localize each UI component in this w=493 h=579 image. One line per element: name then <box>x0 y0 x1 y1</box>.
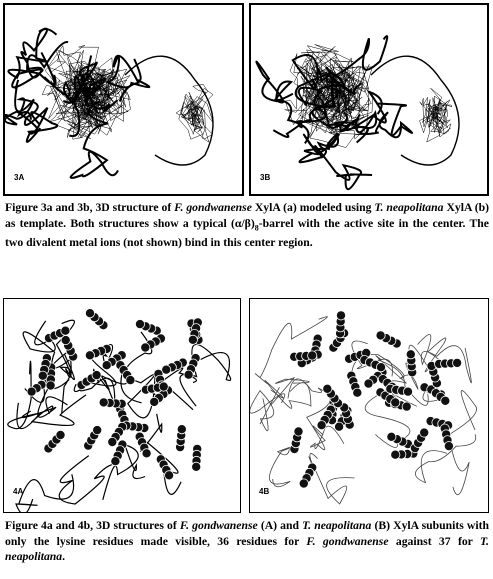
figure-4b-structure-image <box>250 299 488 512</box>
lysine-atom <box>177 425 186 434</box>
lysine-atom <box>335 422 344 431</box>
lysine-atom <box>308 351 317 360</box>
figure-4b-label: 4B <box>259 487 270 496</box>
lysine-atom <box>93 426 102 435</box>
lysine-atom <box>299 479 308 488</box>
lysine-atom <box>184 370 193 379</box>
figure-3a-label: 3A <box>14 173 25 182</box>
species-name: F. gondwanense <box>306 534 389 548</box>
backbone-ribbon <box>371 56 459 165</box>
lysine-atom <box>27 387 36 396</box>
lysine-atom <box>46 381 55 390</box>
lysine-atom <box>391 398 400 407</box>
lysine-atom <box>192 462 201 471</box>
backbone-ribbon <box>32 395 86 426</box>
lysine-atom <box>420 428 429 437</box>
lysine-atom <box>126 376 135 385</box>
lysine-atom <box>317 421 326 430</box>
backbone-ribbon <box>125 56 213 165</box>
lysine-atom <box>444 442 453 451</box>
lysine-atom <box>364 379 373 388</box>
lysine-atom <box>323 384 332 393</box>
lysine-atom <box>165 471 174 480</box>
figure-4-caption: Figure 4a and 4b, 3D structures of F. gondwanense (A) and T. neapolitana (B) XylA subunits with only the lysine residues made visible, 36 residues for F. gondwanense against 37 for T. neapolitana. <box>5 519 489 563</box>
lysine-atom <box>99 398 108 407</box>
figure-3-caption: Figure 3a and 3b, 3D structure of F. gondwanense XylA (a) modeled using T. neapolitana XylA (b) as template. Both structures show a typical $(\alpha/\beta)_8$-barrel with the active site in the center. The two divalent metal ions (not shown) bind in this center region. <box>5 201 489 250</box>
backbone-ribbon <box>256 62 308 144</box>
figure-4a-structure-image <box>4 299 240 512</box>
lysine-atom <box>294 427 303 436</box>
figure-4a-label: 4A <box>13 487 24 496</box>
figure-4a-panel <box>3 298 241 513</box>
lysine-atom <box>92 371 101 380</box>
lysine-atom <box>108 437 117 446</box>
lysine-atom <box>402 402 411 411</box>
backbone-ribbon <box>59 456 119 504</box>
lysine-atom <box>85 351 94 360</box>
lysine-atom <box>406 350 415 359</box>
barrel-subscript: 8 <box>254 222 259 232</box>
lysine-atom <box>56 430 65 439</box>
lysine-atom <box>391 450 400 459</box>
lysine-atom <box>441 396 450 405</box>
lysine-atom <box>102 361 111 370</box>
species-name: T. neapolitana <box>302 519 372 532</box>
figure-3a-structure-image <box>5 5 242 194</box>
lysine-atom <box>150 397 159 406</box>
lysine-atom <box>403 387 412 396</box>
lysine-atom <box>141 343 150 352</box>
lysine-atom <box>453 358 462 367</box>
lysine-atom <box>188 335 197 344</box>
lysine-atom <box>376 331 385 340</box>
backbone-ribbon <box>269 446 292 486</box>
lysine-atom <box>111 457 120 466</box>
backbone-ribbon <box>309 453 355 504</box>
side-chain-lines <box>420 88 452 142</box>
figure-3a-panel <box>3 3 244 196</box>
lysine-atom <box>38 371 47 380</box>
backbone-ribbon <box>260 378 309 424</box>
figure-4b-panel <box>249 298 489 513</box>
species-name: F. gondwanense <box>174 201 252 214</box>
side-chain-lines <box>176 84 213 142</box>
species-name: T. neapolitana <box>5 534 489 563</box>
figure-3b-panel <box>249 3 489 196</box>
species-name: T. neapolitana <box>374 201 444 214</box>
lysine-atom <box>387 432 396 441</box>
lysine-atom <box>159 382 168 391</box>
lysine-atom <box>61 326 70 335</box>
species-name: F. gondwanense <box>179 519 258 532</box>
lysine-atom <box>353 388 362 397</box>
backbone-ribbon <box>449 391 477 495</box>
figure-3b-label: 3B <box>260 173 271 182</box>
lysine-atom <box>135 320 144 329</box>
figure-3b-structure-image <box>251 5 487 194</box>
backbone-ribbon <box>16 474 74 512</box>
lysine-atom <box>142 449 151 458</box>
lysine-atom <box>376 363 385 372</box>
lysine-atom <box>336 311 345 320</box>
lysine-atom <box>85 309 94 318</box>
